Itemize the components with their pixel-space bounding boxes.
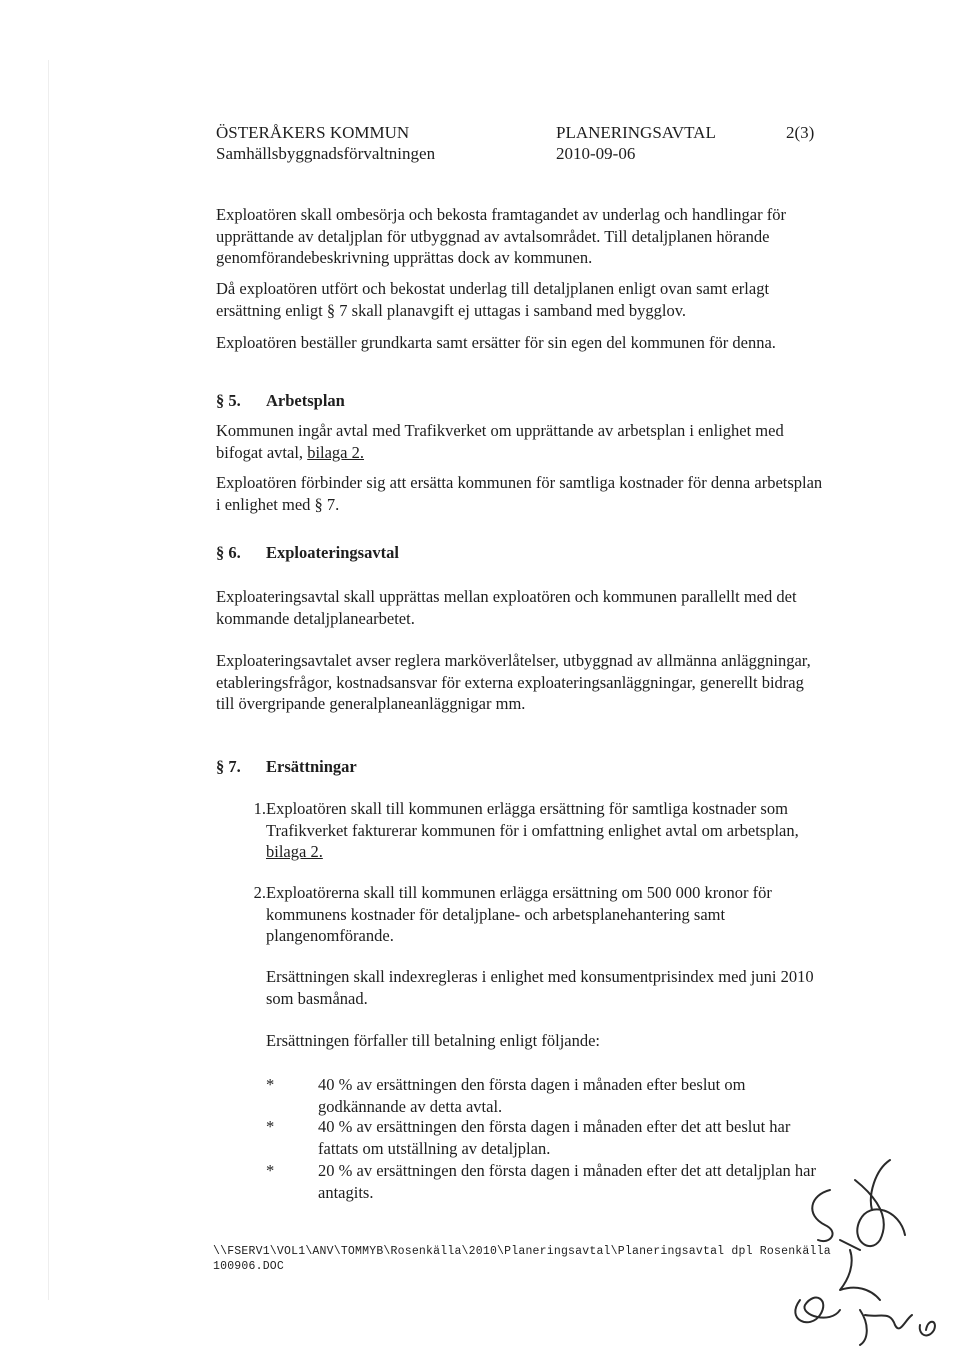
department-name: Samhällsbyggnadsförvaltningen bbox=[216, 144, 436, 163]
section-5-title: Arbetsplan bbox=[266, 391, 345, 410]
bullet-text: 40 % av ersättningen den första dagen i månaden efter det att beslut har fattats om utställning av detaljplan. bbox=[318, 1117, 791, 1158]
page-number: 2(3) bbox=[786, 123, 815, 142]
paragraph-grundkarta: Exploatören beställer grundkarta samt ersätter för sin egen del kommunen för denna. bbox=[216, 333, 776, 352]
paragraph-betalning: Ersättningen förfaller till betalning enligt följande: bbox=[266, 1031, 601, 1050]
bullet-text: 20 % av ersättningen den första dagen i månaden efter det att detaljplan har antagits. bbox=[318, 1161, 817, 1202]
bullet-star: * bbox=[266, 1161, 275, 1180]
bullet-star: * bbox=[266, 1075, 275, 1094]
paragraph-arbetsplan-kostnader: Exploatören förbinder sig att ersätta kommunen för samtliga kostnader för denna arbetsplan i enlighet med § 7. bbox=[216, 473, 823, 514]
bilaga-2-link[interactable]: bilaga 2. bbox=[266, 842, 323, 861]
section-7-title: Ersättningar bbox=[266, 757, 357, 776]
header-organization bbox=[216, 122, 435, 164]
bilaga-2-link[interactable]: bilaga 2. bbox=[307, 442, 365, 462]
header-document-info bbox=[556, 122, 716, 164]
section-5-number: § 5. bbox=[216, 391, 241, 410]
section-6-heading bbox=[216, 542, 399, 564]
list-item-text: Exploatören skall till kommunen erlägga ersättning för samtliga kostnader som Trafikverket fakturerar kommunen för i omfattning enlighet avtal om arbetsplan, bilaga 2. bbox=[266, 799, 799, 861]
section-7-heading bbox=[216, 756, 357, 778]
section-5-heading bbox=[216, 390, 345, 412]
list-item-number: 2. bbox=[253, 883, 266, 902]
arbetsplan-text: Kommunen ingår avtal med Trafikverket om upprättande av arbetsplan i enlighet med bifogat avtal, bbox=[216, 421, 784, 462]
section-7-number: § 7. bbox=[216, 757, 241, 776]
paragraph-exploateringsavtal: Exploateringsavtal skall upprättas mellan exploatören och kommunen parallellt med det kommande detaljplanearbetet. bbox=[216, 587, 797, 628]
bullet-star: * bbox=[266, 1117, 275, 1136]
paragraph-planavgift: Då exploatören utfört och bekostat underlag till detaljplanen enligt ovan samt erlagt ersättning enligt § 7 skall planavgift ej uttagas i samband med bygglov. bbox=[216, 279, 770, 320]
paragraph-arbetsplan-avtal bbox=[216, 420, 826, 463]
paragraph-underlag: Exploatören skall ombesörja och bekosta framtagandet av underlag och handlingar för upprättande av detaljplan för utbyggnad av avtalsområdet. Till detaljplanen hörande genomförandebeskrivning upprättas dock av kommunen. bbox=[216, 205, 786, 267]
section-6-title: Exploateringsavtal bbox=[266, 543, 399, 562]
paragraph-indexreglering: Ersättningen skall indexregleras i enlighet med konsumentprisindex med juni 2010 som basmånad. bbox=[266, 967, 814, 1008]
document-type: PLANERINGSAVTAL bbox=[556, 123, 716, 142]
paragraph-exploateringsavtal-scope: Exploateringsavtalet avser reglera marköverlåtelser, utbyggnad av allmänna anläggningar, etableringsfrågor, kostnadsansvar för externa exploateringsanläggningar, generellt bidrag till övergripande generalplaneanläggnigar mm. bbox=[216, 651, 811, 713]
section-6-number: § 6. bbox=[216, 543, 241, 562]
org-name: ÖSTERÅKERS KOMMUN bbox=[216, 123, 410, 142]
list-item-text: Exploatörerna skall till kommunen erlägga ersättning om 500 000 kronor för kommunens kostnader för detaljplane- och arbetsplanehantering samt plangenomförande. bbox=[266, 883, 772, 945]
list-item-number: 1. bbox=[253, 799, 266, 818]
bullet-text: 40 % av ersättningen den första dagen i månaden efter beslut om godkännande av detta avtal. bbox=[318, 1075, 746, 1116]
handwritten-initials bbox=[690, 1140, 940, 1350]
file-path-footer: \\FSERV1\VOL1\ANV\TOMMYB\Rosenkälla\2010\Planeringsavtal\Planeringsavtal dpl Rosenkälla 100906.DOC bbox=[213, 1245, 831, 1273]
document-date: 2010-09-06 bbox=[556, 144, 636, 163]
scan-margin-line bbox=[48, 60, 49, 1300]
